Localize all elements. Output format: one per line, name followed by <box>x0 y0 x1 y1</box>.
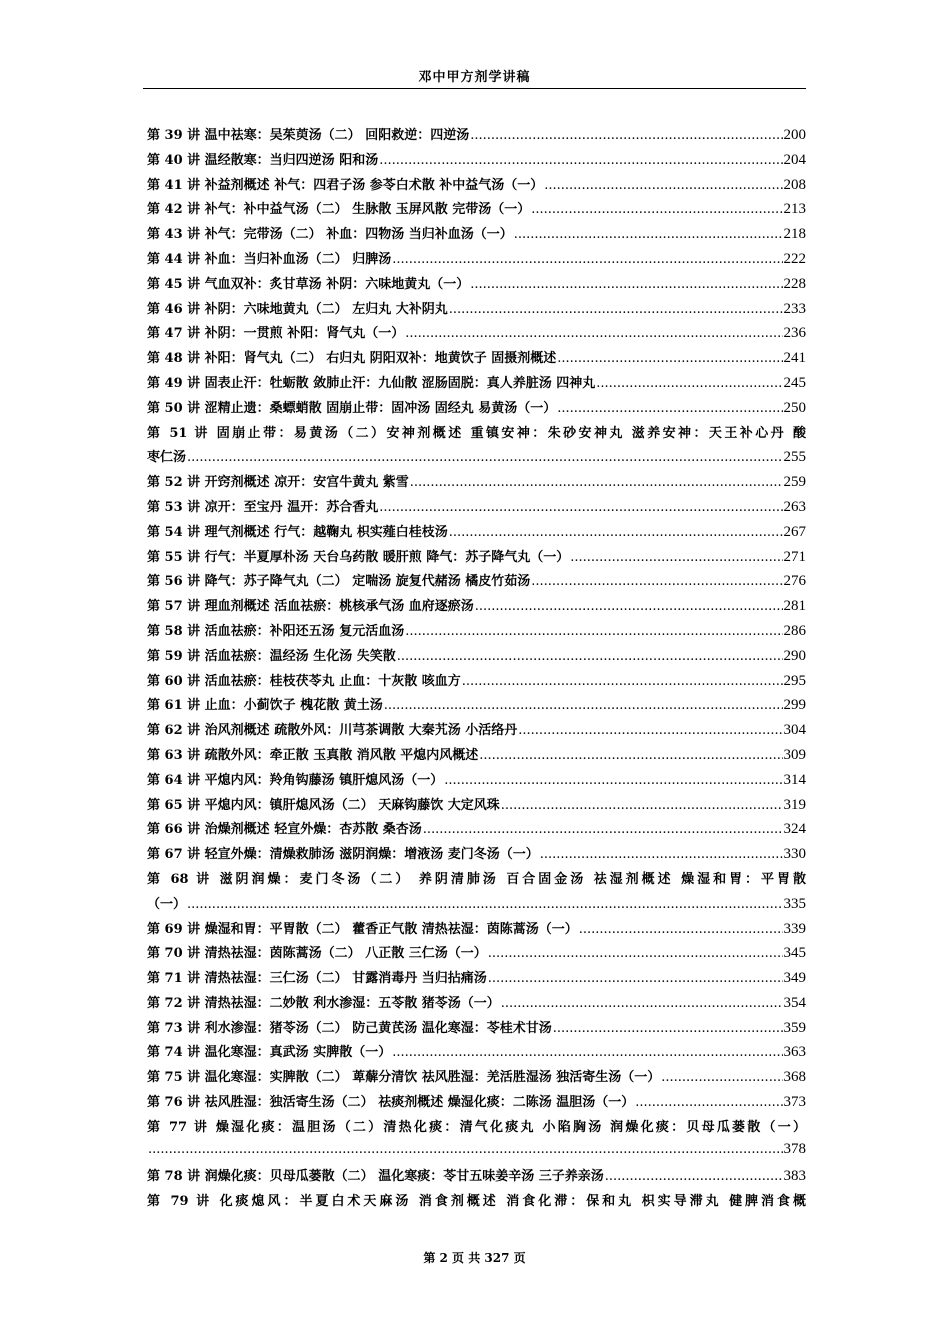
toc-entry-title: 第 68 讲 滋阴润燥：麦门冬汤（二） 养阴清肺汤 百合固金汤 祛湿剂概述 燥湿和胃：平胃散 <box>147 871 806 887</box>
toc-entry[interactable] <box>147 298 806 323</box>
toc-entry[interactable] <box>147 1116 806 1141</box>
toc-entry-title: 枣仁汤 <box>147 450 187 466</box>
toc-entry[interactable] <box>147 967 806 992</box>
toc-entry-page-number: 208 <box>783 176 806 193</box>
toc-entry-page-number: 200 <box>783 127 806 143</box>
toc-entry-title: 第 49 讲 固表止汗：牡蛎散 敛肺止汗：九仙散 涩肠固脱：真人养脏汤 四神丸 <box>147 375 596 391</box>
toc-entry[interactable] <box>147 198 806 223</box>
toc-entry-page-number: 309 <box>783 746 806 763</box>
toc-entry-title: 第 52 讲 开窍剂概述 凉开：安宫牛黄丸 紫雪 <box>147 475 409 491</box>
toc-entry[interactable] <box>147 794 806 819</box>
toc-entry-title: 第 51 讲 固崩止带：易黄汤（二）安神剂概述 重镇安神：朱砂安神丸 滋养安神：天王补心丹 酸 <box>147 425 806 441</box>
toc-entry[interactable] <box>147 719 806 744</box>
toc-entry-title: 第 63 讲 疏散外风：牵正散 玉真散 消风散 平熄内风概述 <box>147 747 479 763</box>
toc-dot-leader <box>187 450 782 465</box>
toc-entry-page-number: 354 <box>783 994 806 1011</box>
toc-dot-leader <box>540 847 783 862</box>
toc-entry-page-number: 335 <box>783 895 806 912</box>
toc-entry-title: 第 43 讲 补气：完带汤（二） 补血：四物汤 当归补血汤（一） <box>147 227 513 243</box>
toc-dot-leader <box>187 897 782 912</box>
toc-entry-page-number: 204 <box>783 151 806 168</box>
toc-entry-title: （一） <box>147 896 187 912</box>
toc-entry[interactable] <box>147 471 806 496</box>
toc-entry-page-number: 245 <box>783 374 806 391</box>
toc-entry-page-number: 241 <box>783 350 806 367</box>
toc-entry-page-number: 290 <box>783 647 806 664</box>
toc-entry[interactable] <box>147 1141 806 1166</box>
toc-entry-title: 第 65 讲 平熄内风：镇肝熄风汤（二） 天麻钩藤饮 大定风珠 <box>147 797 500 813</box>
toc-dot-leader <box>635 1095 782 1110</box>
toc-dot-leader <box>488 946 783 961</box>
toc-entry[interactable] <box>147 397 806 422</box>
toc-dot-leader <box>531 202 782 217</box>
toc-dot-leader <box>405 624 782 639</box>
toc-entry-title: 第 61 讲 止血：小蓟饮子 槐花散 黄土汤 <box>147 698 383 714</box>
toc-entry[interactable] <box>147 496 806 521</box>
toc-dot-leader <box>148 1142 783 1157</box>
toc-entry-title: 第 56 讲 降气：苏子降气丸（二） 定喘汤 旋复代赭汤 橘皮竹茹汤 <box>147 574 531 590</box>
toc-entry[interactable] <box>147 174 806 199</box>
toc-entry-title: 第 72 讲 清热祛湿：二妙散 利水渗湿：五苓散 猪苓汤（一） <box>147 995 500 1011</box>
toc-entry-page-number: 368 <box>783 1069 806 1086</box>
toc-entry-page-number: 267 <box>783 523 806 540</box>
toc-entry-title: 第 50 讲 涩精止遗：桑螵蛸散 固崩止带：固冲汤 固经丸 易黄汤（一） <box>147 400 557 416</box>
toc-entry-title: 第 66 讲 治燥剂概述 轻宣外燥：杏苏散 桑杏汤 <box>147 822 422 838</box>
toc-entry-title: 第 42 讲 补气：补中益气汤（二） 生脉散 玉屏风散 完带汤（一） <box>147 202 531 218</box>
toc-entry-title: 第 59 讲 活血祛瘀：温经汤 生化汤 失笑散 <box>147 648 396 664</box>
toc-entry-title: 第 45 讲 气血双补：炙甘草汤 补阴：六味地黄丸（一） <box>147 276 470 292</box>
toc-entry[interactable] <box>147 918 806 943</box>
toc-entry-title: 第 69 讲 燥湿和胃：平胃散（二） 藿香正气散 清热祛湿：茵陈蒿汤（一） <box>147 921 578 937</box>
toc-dot-leader <box>397 649 783 664</box>
toc-entry-page-number: 228 <box>783 275 806 292</box>
toc-entry-title: 第 79 讲 化痰熄风：半夏白术天麻汤 消食剂概述 消食化滞：保和丸 枳实导滞丸 健脾消食概 <box>147 1194 806 1210</box>
toc-entry-page-number: 299 <box>783 697 806 714</box>
toc-entry-title: 第 58 讲 活血祛瘀：补阳还五汤 复元活血汤 <box>147 623 405 639</box>
toc-entry-page-number: 363 <box>783 1044 806 1061</box>
toc-entry-title: 第 41 讲 补益剂概述 补气：四君子汤 参苓白术散 补中益气汤（一） <box>147 177 544 193</box>
toc-dot-leader <box>570 550 782 565</box>
toc-entry-title: 第 44 讲 补血：当归补血汤（二） 归脾汤 <box>147 251 392 267</box>
toc-dot-leader <box>423 822 783 837</box>
toc-entry[interactable] <box>147 645 806 670</box>
toc-entry-title: 第 57 讲 理血剂概述 活血祛瘀：桃核承气汤 血府逐瘀汤 <box>147 599 474 615</box>
toc-entry-title: 第 62 讲 治风剂概述 疏散外风：川芎茶调散 大秦艽汤 小活络丹 <box>147 723 518 739</box>
toc-entry-page-number: 218 <box>783 226 806 243</box>
table-of-contents <box>147 124 806 1215</box>
toc-dot-leader <box>557 351 782 366</box>
toc-entry-title: 第 75 讲 温化寒湿：实脾散（二） 萆薢分清饮 祛风胜湿：羌活胜湿汤 独活寄生汤（一） <box>147 1070 661 1086</box>
toc-dot-leader <box>553 1021 783 1036</box>
toc-entry-title: 第 76 讲 祛风胜湿：独活寄生汤（二） 祛痰剂概述 燥湿化痰：二陈汤 温胆汤（一） <box>147 1095 635 1111</box>
toc-dot-leader <box>579 922 783 937</box>
toc-entry-page-number: 314 <box>783 771 806 788</box>
toc-entry-title: 第 39 讲 温中祛寒：吴茱萸汤（二） 回阳救逆：四逆汤 <box>147 128 470 143</box>
toc-entry[interactable] <box>147 868 806 893</box>
toc-entry-page-number: 349 <box>783 970 806 987</box>
toc-entry-page-number: 250 <box>783 399 806 416</box>
toc-dot-leader <box>392 1045 782 1060</box>
toc-dot-leader <box>479 748 782 763</box>
toc-entry[interactable] <box>147 670 806 695</box>
toc-entry-title: 第 55 讲 行气：半夏厚朴汤 天台乌药散 暖肝煎 降气：苏子降气丸（一） <box>147 549 570 565</box>
page-footer: 第 2 页 共 327 页 <box>423 1251 526 1265</box>
toc-entry-page-number: 233 <box>783 300 806 317</box>
toc-entry-page-number: 213 <box>783 201 806 218</box>
toc-entry[interactable] <box>147 347 806 372</box>
toc-entry-page-number: 263 <box>783 498 806 515</box>
toc-dot-leader <box>488 971 783 986</box>
toc-entry-page-number: 339 <box>783 920 806 937</box>
toc-entry[interactable] <box>147 942 806 967</box>
toc-entry[interactable] <box>147 1165 806 1190</box>
toc-dot-leader <box>379 153 782 168</box>
toc-dot-leader <box>596 376 782 391</box>
toc-entry[interactable] <box>147 124 806 149</box>
toc-entry-page-number: 236 <box>783 325 806 342</box>
toc-entry-page-number: 276 <box>783 573 806 590</box>
toc-entry-page-number: 319 <box>783 796 806 813</box>
toc-entry-title: 第 60 讲 活血祛瘀：桂枝茯苓丸 止血：十灰散 咳血方 <box>147 673 461 689</box>
toc-dot-leader <box>557 401 782 416</box>
toc-dot-leader <box>514 227 783 242</box>
toc-entry-title: 第 77 讲 燥湿化痰：温胆汤（二）清热化痰：清气化痰丸 小陷胸汤 润燥化痰：贝母瓜蒌散（一） <box>147 1119 806 1135</box>
toc-dot-leader <box>475 599 783 614</box>
toc-entry-page-number: 345 <box>783 945 806 962</box>
toc-dot-leader <box>518 723 782 738</box>
toc-entry[interactable] <box>147 521 806 546</box>
toc-entry[interactable] <box>147 248 806 273</box>
toc-entry[interactable] <box>147 744 806 769</box>
toc-entry-title: 第 47 讲 补阴：一贯煎 补阳：肾气丸（一） <box>147 326 405 342</box>
toc-entry-page-number: 324 <box>783 821 806 838</box>
toc-dot-leader <box>470 277 782 292</box>
toc-entry[interactable] <box>147 446 806 471</box>
toc-dot-leader <box>444 773 782 788</box>
toc-dot-leader <box>392 252 782 267</box>
toc-entry[interactable] <box>147 223 806 248</box>
toc-dot-leader <box>544 178 782 193</box>
toc-entry[interactable] <box>147 322 806 347</box>
toc-entry-title: 第 73 讲 利水渗湿：猪苓汤（二） 防己黄芪汤 温化寒湿：苓桂术甘汤 <box>147 1020 552 1036</box>
toc-entry-page-number: 373 <box>783 1094 806 1111</box>
toc-entry-title: 第 54 讲 理气剂概述 行气：越鞠丸 枳实薤白桂枝汤 <box>147 524 448 540</box>
toc-entry[interactable] <box>147 1017 806 1042</box>
toc-entry[interactable] <box>147 769 806 794</box>
toc-entry[interactable] <box>147 992 806 1017</box>
toc-entry-page-number: 259 <box>783 474 806 491</box>
toc-dot-leader <box>501 798 783 813</box>
toc-entry-page-number: 378 <box>783 1140 806 1157</box>
toc-entry-page-number: 271 <box>783 548 806 565</box>
toc-entry[interactable] <box>147 694 806 719</box>
toc-dot-leader <box>661 1070 782 1085</box>
toc-entry-page-number: 359 <box>783 1019 806 1036</box>
toc-entry-title: 第 71 讲 清热祛湿：三仁汤（二） 甘露消毒丹 当归拈痛汤 <box>147 971 487 987</box>
toc-entry-page-number: 383 <box>783 1168 806 1185</box>
toc-entry[interactable] <box>147 1066 806 1091</box>
toc-entry[interactable] <box>147 372 806 397</box>
toc-dot-leader <box>605 1169 783 1184</box>
toc-dot-leader <box>384 698 783 713</box>
toc-entry[interactable] <box>147 422 806 447</box>
toc-dot-leader <box>531 574 782 589</box>
toc-entry[interactable] <box>147 570 806 595</box>
header-divider <box>143 88 806 89</box>
toc-dot-leader <box>449 525 783 540</box>
toc-entry-title: 第 46 讲 补阴：六味地黄丸（二） 左归丸 大补阴丸 <box>147 301 448 317</box>
toc-entry-page-number: 330 <box>783 846 806 863</box>
toc-entry[interactable] <box>147 273 806 298</box>
toc-entry-page-number: 222 <box>783 250 806 267</box>
toc-entry[interactable] <box>147 1041 806 1066</box>
toc-entry[interactable] <box>147 818 806 843</box>
page-header-title: 邓中甲方剂学讲稿 <box>418 70 531 85</box>
toc-entry[interactable] <box>147 595 806 620</box>
toc-entry-page-number: 295 <box>783 672 806 689</box>
toc-entry-title: 第 40 讲 温经散寒：当归四逆汤 阳和汤 <box>147 152 379 168</box>
toc-entry-title: 第 78 讲 润燥化痰：贝母瓜蒌散（二） 温化寒痰：苓甘五味姜辛汤 三子养亲汤 <box>147 1169 604 1185</box>
toc-entry[interactable] <box>147 546 806 571</box>
toc-entry[interactable] <box>147 893 806 918</box>
toc-entry-title: 第 64 讲 平熄内风：羚角钩藤汤 镇肝熄风汤（一） <box>147 772 444 788</box>
toc-entry-page-number: 286 <box>783 622 806 639</box>
toc-entry-title: 第 48 讲 补阳：肾气丸（二） 右归丸 阴阳双补：地黄饮子 固摄剂概述 <box>147 351 557 367</box>
toc-entry-page-number: 281 <box>783 598 806 615</box>
toc-dot-leader <box>501 996 783 1011</box>
toc-entry-title: 第 53 讲 凉开：至宝丹 温开：苏合香丸 <box>147 499 379 515</box>
toc-entry[interactable] <box>147 149 806 174</box>
toc-entry[interactable] <box>147 843 806 868</box>
toc-dot-leader <box>470 128 782 143</box>
toc-entry-page-number: 304 <box>783 722 806 739</box>
toc-dot-leader <box>410 475 783 490</box>
toc-entry[interactable] <box>147 620 806 645</box>
toc-entry-title: 第 70 讲 清热祛湿：茵陈蒿汤（二） 八正散 三仁汤（一） <box>147 946 487 962</box>
toc-entry[interactable] <box>147 1190 806 1215</box>
toc-entry[interactable] <box>147 1091 806 1116</box>
toc-dot-leader <box>405 326 782 341</box>
toc-dot-leader <box>379 500 782 515</box>
toc-dot-leader <box>449 302 783 317</box>
toc-dot-leader <box>462 674 783 689</box>
toc-entry-title: 第 74 讲 温化寒湿：真武汤 实脾散（一） <box>147 1045 392 1061</box>
toc-entry-page-number: 255 <box>783 449 806 466</box>
toc-entry-title: 第 67 讲 轻宣外燥：清燥救肺汤 滋阴润燥：增液汤 麦门冬汤（一） <box>147 847 539 863</box>
